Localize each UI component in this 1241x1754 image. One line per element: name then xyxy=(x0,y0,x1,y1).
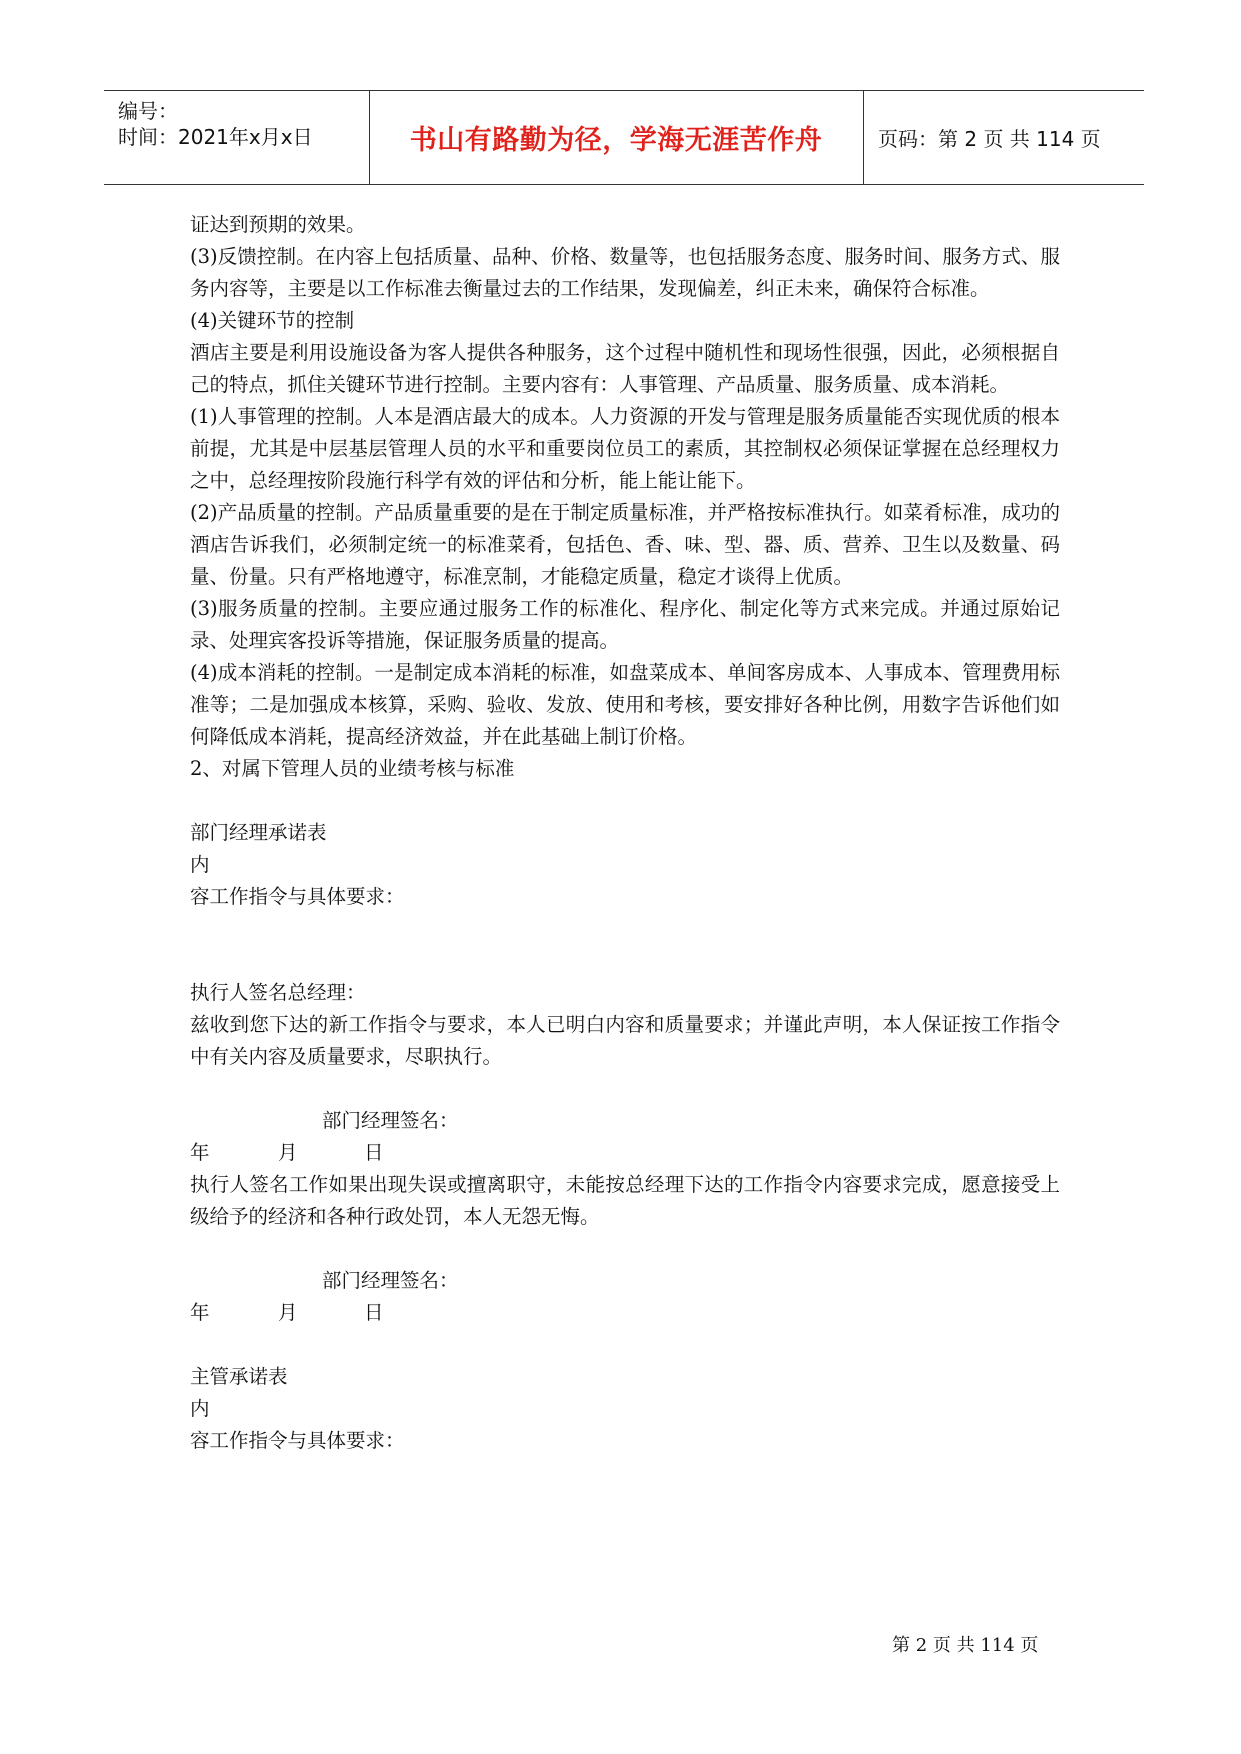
header-left-cell xyxy=(104,91,369,184)
page-footer: 第 2 页 共 114 页 xyxy=(892,1635,1039,1656)
spacer xyxy=(190,913,1060,945)
day-label: 日 xyxy=(364,1141,384,1164)
year-label: 年 xyxy=(190,1301,210,1324)
paragraph: (2)产品质量的控制。产品质量重要的是在于制定质量标准，并严格按标准执行。如菜肴标准，成功的酒店告诉我们，必须制定统一的标准菜肴，包括色、香、味、型、器、质、营养、卫生以及数量、码量、份量。只有严格地遵守，标准烹制，才能稳定质量，稳定才谈得上优质。 xyxy=(190,501,1060,588)
content-label: 容工作指令与具体要求： xyxy=(190,885,405,908)
paragraph: (3)服务质量的控制。主要应通过服务工作的标准化、程序化、制定化等方式来完成。并通过原始记录、处理宾客投诉等措施，保证服务质量的提高。 xyxy=(190,597,1060,652)
spacer xyxy=(190,785,1060,817)
day-label: 日 xyxy=(364,1301,384,1324)
month-label: 月 xyxy=(278,1301,298,1324)
date-line xyxy=(190,1137,1060,1169)
page-code: 页码：第 2 页 共 114 页 xyxy=(878,127,1101,151)
spacer xyxy=(190,1329,1060,1361)
date-line xyxy=(190,1297,1060,1329)
content-label: 容工作指令与具体要求： xyxy=(190,1429,405,1452)
spacer xyxy=(190,1233,1060,1265)
section-heading: 2、对属下管理人员的业绩考核与标准 xyxy=(190,757,515,780)
page-header xyxy=(104,90,1144,185)
manager-form-title: 部门经理承诺表 xyxy=(190,821,327,844)
exec-sign-gm: 执行人签名总经理： xyxy=(190,981,366,1004)
time-label: 时间：2021年x月x日 xyxy=(118,125,313,149)
paragraph: (3)反馈控制。在内容上包括质量、品种、价格、数量等，也包括服务态度、服务时间、服务方式、服务内容等，主要是以工作标准去衡量过去的工作结果，发现偏差，纠正未来，确保符合标准。 xyxy=(190,245,1060,300)
header-middle-cell xyxy=(370,91,862,184)
document-body xyxy=(190,209,1060,1457)
penalty-paragraph: 执行人签名工作如果出现失误或擅离职守，未能按总经理下达的工作指令内容要求完成，愿意接受上级给予的经济和各种行政处罚，本人无怨无悔。 xyxy=(190,1173,1060,1228)
month-label: 月 xyxy=(278,1141,298,1164)
header-right-cell xyxy=(864,91,1144,184)
paragraph: (1)人事管理的控制。人本是酒店最大的成本。人力资源的开发与管理是服务质量能否实现优质的根本前提，尤其是中层基层管理人员的水平和重要岗位员工的素质，其控制权必须保证掌握在总经理权力之中，总经理按阶段施行科学有效的评估和分析，能上能让能下。 xyxy=(190,405,1060,492)
content-label-prefix: 内 xyxy=(190,1397,210,1420)
paragraph: (4)成本消耗的控制。一是制定成本消耗的标准，如盘菜成本、单间客房成本、人事成本、管理费用标准等；二是加强成本核算，采购、验收、发放、使用和考核，要安排好各种比例，用数字告诉他们如何降低成本消耗，提高经济效益，并在此基础上制订价格。 xyxy=(190,661,1060,748)
paragraph: 酒店主要是利用设施设备为客人提供各种服务，这个过程中随机性和现场性很强，因此，必须根据自己的特点，抓住关键环节进行控制。主要内容有：人事管理、产品质量、服务质量、成本消耗。 xyxy=(190,341,1060,396)
paragraph: 证达到预期的效果。 xyxy=(190,213,366,236)
spacer xyxy=(190,1073,1060,1105)
content-label-prefix: 内 xyxy=(190,853,210,876)
manager-signature-label: 部门经理签名： xyxy=(322,1109,459,1132)
manager-signature-label: 部门经理签名： xyxy=(322,1269,459,1292)
year-label: 年 xyxy=(190,1141,210,1164)
spacer xyxy=(190,945,1060,977)
paragraph: (4)关键环节的控制 xyxy=(190,309,355,332)
statement-paragraph: 兹收到您下达的新工作指令与要求，本人已明白内容和质量要求；并谨此声明，本人保证按工作指令中有关内容及质量要求，尽职执行。 xyxy=(190,1013,1060,1068)
supervisor-form-title: 主管承诺表 xyxy=(190,1365,288,1388)
header-motto: 书山有路勤为径，学海无涯苦作舟 xyxy=(409,125,823,156)
serial-label: 编号： xyxy=(118,99,178,123)
